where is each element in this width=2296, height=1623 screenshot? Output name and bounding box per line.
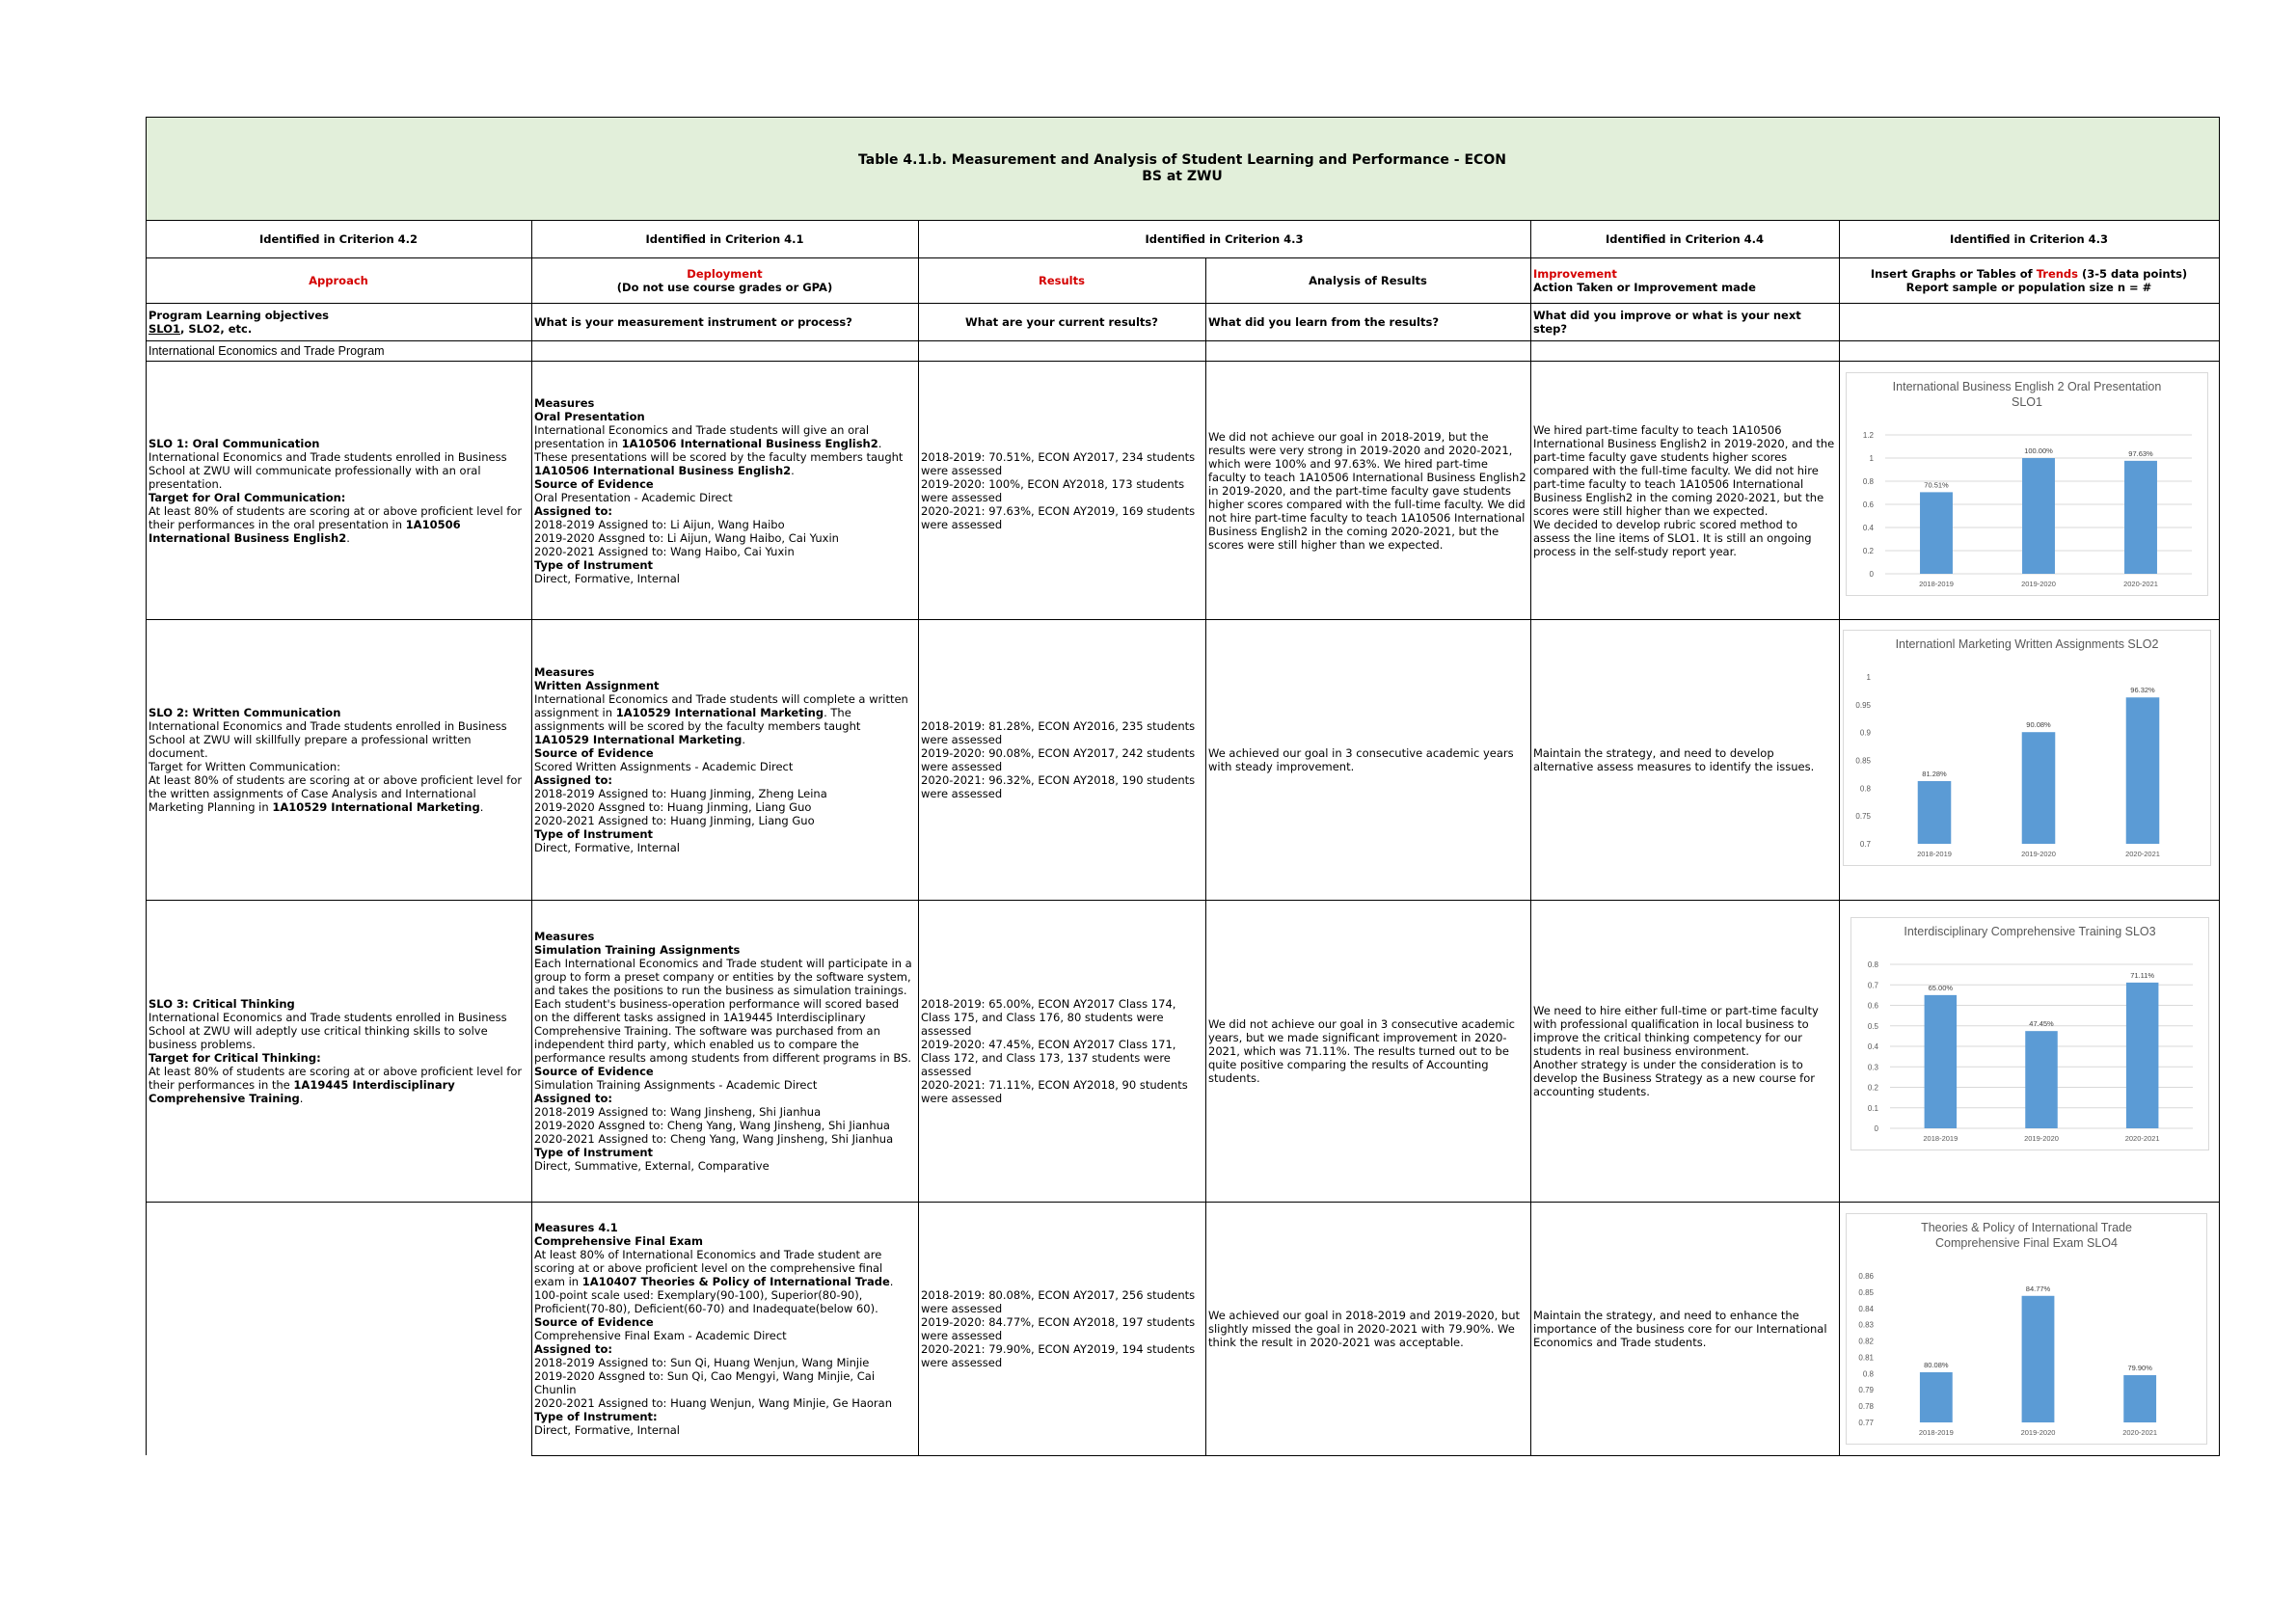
slo3-deployment [531, 901, 918, 1202]
chart-svg [1847, 373, 2207, 595]
slo1-analysis-text: We did not achieve our goal in 2018-2019, but the results were very strong in 2019-2020 and 2020-2021, which were 100% and 97.63%. We hired part-time faculty to teach 1A10506 International Business English2 in 2019-2020, and the part-time faculty gave students higher scores compared with the full-time faculty. We did not hire part-time faculty to teach 1A10506 International Business English2 in the coming 2020-2021, but the scores were still higher than we expected. [1208, 429, 1526, 552]
slo3-text: International Economics and Trade students enrolled in Business School at ZWU will adeptly use critical thinking skills to solve business problems. [149, 1011, 507, 1051]
slo4-result-2: 2019-2020: 84.77%, ECON AY2018, 197 students were assessed [921, 1315, 1196, 1342]
slo3-assigned-2: 2019-2020 Assgned to: Cheng Yang, Wang Jinsheng, Shi Jianhua [534, 1119, 890, 1132]
slo3-assigned-1: 2018-2019 Assigned to: Wang Jinsheng, Shi Jianhua [534, 1105, 822, 1119]
y-tick-label: 0.85 [1858, 1287, 1874, 1297]
slo4-chart [1846, 1213, 2207, 1445]
slo1-assigned-1: 2018-2019 Assigned to: Li Aijun, Wang Haibo [534, 517, 785, 531]
chart-title: Internationl Marketing Written Assignments SLO2 [1895, 637, 2159, 651]
y-tick-label: 0.6 [1867, 1001, 1878, 1011]
slo1-source: Oral Presentation - Academic Direct [534, 490, 733, 504]
slo4-assigned-3: 2020-2021 Assigned to: Huang Wenjun, Wang Minjie, Ge Haoran [534, 1396, 892, 1410]
slo3-improvement [1530, 901, 1839, 1202]
y-tick-label: 0.8 [1862, 1369, 1874, 1379]
q-current: What are your current results? [965, 315, 1158, 329]
slo2-results [918, 620, 1205, 900]
slo1-results [918, 362, 1205, 619]
col-graphs-note: Report sample or population size n = # [1905, 281, 2152, 294]
chart-bar [1920, 492, 1953, 574]
y-tick-label: 0.7 [1867, 981, 1878, 990]
chart-title: Theories & Policy of International Trade [1921, 1221, 2132, 1234]
slo1-improvement-1: We hired part-time faculty to teach 1A10506 International Business English2 in 2019-2020, and the part-time faculty gave students higher scores compared with the full-time faculty. We did not hire part-time faculty to teach 1A10506 International Business English2 in the coming 2020-2021, but the scores were still higher than we expected. [1533, 422, 1835, 518]
slo3-assigned-3: 2020-2021 Assigned to: Cheng Yang, Wang Jinsheng, Shi Jianhua [534, 1132, 894, 1146]
slo1-analysis [1205, 362, 1530, 619]
slo2-target-label: Target for Written Communication: [149, 760, 341, 773]
slo3-approach [146, 901, 531, 1202]
slo2-measure-desc: International Economics and Trade students will complete a written assignment in 1A10529 International Marketing. The assignments will be scored by the faculty members taught 1A10529 International Marketing. [534, 692, 908, 746]
slo1-measure-desc: International Economics and Trade students will give an oral presentation in 1A10506 International Business English2. These presentations will be scored by the faculty members taught 1A10506 International Business English2. [534, 422, 904, 477]
y-tick-label: 0.86 [1858, 1272, 1874, 1281]
slo3-result-1: 2018-2019: 65.00%, ECON AY2017 Class 174, Class 175, and Class 176, 80 students were assessed [921, 997, 1176, 1038]
y-tick-label: 0.8 [1859, 784, 1871, 794]
y-tick-label: 1 [1866, 673, 1871, 682]
x-tick-label: 2019-2020 [2020, 1428, 2056, 1437]
data-label: 47.45% [2029, 1019, 2054, 1029]
data-label: 100.00% [2024, 446, 2053, 455]
q-measurement: What is your measurement instrument or process? [534, 315, 852, 329]
chart-svg [1847, 1214, 2206, 1444]
x-tick-label: 2018-2019 [1918, 1428, 1954, 1437]
slo1-result-1: 2018-2019: 70.51%, ECON AY2017, 234 students were assessed [921, 449, 1196, 477]
data-label: 70.51% [1924, 480, 1949, 490]
slo2-measure-name: Written Assignment [534, 679, 660, 692]
y-tick-label: 0.8 [1862, 477, 1874, 486]
slo4-measure-desc: At least 80% of International Economics and Trade student are scoring at or above proficient level on the comprehensive final exam in 1A10407 Theories & Policy of International Trade. [534, 1248, 894, 1288]
slo2-target: At least 80% of students are scoring at or above proficient level for the written assignments of Case Analysis and International Marketing Planning in 1A10529 International Marketing. [149, 773, 523, 814]
slo3-measure-desc: Each International Economics and Trade student will participate in a group to form a preset company or entities by the software system, and takes the positions to run the business as simulation trainings. Each student's business-operation performance will scored based on the different tasks assigned in 1A19445 Interdisciplinary Comprehensive Training. The software was purchased from an independent third party, which enabled us to compare the performance results among students from different programs in BS. [534, 957, 912, 1065]
program-name: International Economics and Trade Program [149, 344, 385, 358]
slo1-source-label: Source of Evidence [534, 476, 654, 491]
slo1-type: Direct, Formative, Internal [534, 571, 680, 585]
x-tick-label: 2019-2020 [2021, 580, 2056, 588]
slo2-source: Scored Written Assignments - Academic Direct [534, 760, 794, 773]
slo3-target-label: Target for Critical Thinking: [149, 1051, 321, 1065]
col-deployment-label: Deployment [687, 267, 763, 281]
data-label: 71.11% [2130, 970, 2155, 980]
slo1-type-label: Type of Instrument [534, 557, 654, 572]
q-objectives [146, 304, 531, 340]
slo1-text: International Economics and Trade students enrolled in Business School at ZWU will communicate professionally with an oral presentation. [149, 449, 507, 491]
slo1-target-label: Target for Oral Communication: [149, 490, 346, 504]
slo2-assigned-1: 2018-2019 Assigned to: Huang Jinming, Zheng Leina [534, 787, 827, 800]
x-tick-label: 2018-2019 [1923, 1134, 1958, 1143]
slo1-result-2: 2019-2020: 100%, ECON AY2018, 173 students were assessed [921, 476, 1185, 504]
table-title-line2: BS at ZWU [1142, 168, 1223, 184]
criterion-4-1: Identified in Criterion 4.1 [645, 232, 804, 246]
slo1-title: SLO 1: Oral Communication [149, 436, 320, 450]
slo3-measures: Measures [534, 930, 595, 943]
col-improvement-note: Action Taken or Improvement made [1533, 281, 1756, 294]
chart-bar [2025, 1031, 2057, 1128]
criterion-4-3-graphs: Identified in Criterion 4.3 [1949, 232, 2109, 246]
slo3-measure-name: Simulation Training Assignments [534, 943, 741, 957]
y-tick-label: 1 [1869, 454, 1874, 463]
y-tick-label: 0.75 [1855, 812, 1871, 822]
col-graphs-label: Insert Graphs or Tables of Trends (3-5 data points) [1870, 267, 2188, 281]
slo1-result-3: 2020-2021: 97.63%, ECON AY2019, 169 students were assessed [921, 503, 1196, 531]
slo2-deployment [531, 620, 918, 900]
slo2-analysis-text: We achieved our goal in 3 consecutive academic years with steady improvement. [1208, 746, 1514, 773]
slo2-assigned-2: 2019-2020 Assgned to: Huang Jinming, Liang Guo [534, 800, 812, 814]
slo3-analysis [1205, 901, 1530, 1202]
x-tick-label: 2020-2021 [2125, 850, 2160, 858]
q-improve: What did you improve or what is your next step? [1533, 309, 1801, 336]
y-tick-label: 0.85 [1855, 756, 1871, 766]
data-label: 80.08% [1924, 1360, 1949, 1369]
y-tick-label: 0.79 [1858, 1386, 1874, 1395]
criterion-4-4: Identified in Criterion 4.4 [1605, 232, 1765, 246]
q-learn: What did you learn from the results? [1208, 315, 1440, 329]
x-tick-label: 2019-2020 [2021, 850, 2056, 858]
y-tick-label: 0.2 [1867, 1083, 1878, 1093]
slo3-result-2: 2019-2020: 47.45%, ECON AY2017 Class 171, Class 172, and Class 173, 137 students were assessed [921, 1038, 1176, 1078]
slo4-source: Comprehensive Final Exam - Academic Direct [534, 1329, 787, 1342]
slo1-target: At least 80% of students are scoring at or above proficient level for their performances in the oral presentation in 1A10506 International Business English2. [149, 503, 523, 545]
criterion-4-2: Identified in Criterion 4.2 [258, 232, 419, 246]
y-tick-label: 0.2 [1862, 547, 1874, 555]
slo2-measures: Measures [534, 665, 595, 679]
slo2-assigned-3: 2020-2021 Assigned to: Huang Jinming, Liang Guo [534, 814, 815, 827]
slo1-deployment [531, 362, 918, 619]
col-deployment-note: (Do not use course grades or GPA) [616, 281, 833, 294]
slo1-measure-name: Oral Presentation [534, 409, 645, 423]
chart-bar [2124, 461, 2157, 574]
y-tick-label: 0 [1869, 570, 1874, 579]
slo1-chart [1846, 372, 2208, 596]
chart-title: SLO1 [2012, 395, 2042, 409]
data-label: 97.63% [2128, 448, 2153, 458]
chart-title: Interdisciplinary Comprehensive Training SLO3 [1904, 925, 2156, 938]
slo2-type-label: Type of Instrument [534, 827, 654, 841]
data-label: 84.77% [2025, 1284, 2051, 1293]
slo2-improvement [1530, 620, 1839, 900]
y-tick-label: 0.81 [1858, 1353, 1874, 1363]
slo1-improvement-2: We decided to develop rubric scored method to assess the line items of SLO1. It is still an ongoing process in the self-study report year. [1533, 517, 1812, 558]
slo4-assigned-label: Assigned to: [534, 1342, 612, 1356]
chart-bar [1925, 995, 1957, 1128]
chart-svg [1851, 918, 2208, 1150]
y-tick-label: 0.83 [1858, 1320, 1874, 1330]
slo4-measures: Measures 4.1 [534, 1221, 618, 1234]
slo4-measure-name: Comprehensive Final Exam [534, 1234, 703, 1248]
chart-title: International Business English 2 Oral Presentation [1892, 380, 2162, 393]
slo4-improvement-1: Maintain the strategy, and need to enhance the importance of the business core for our International Economics and Trade students. [1533, 1309, 1827, 1349]
col-graphs [1839, 258, 2219, 303]
slo4-type: Direct, Formative, Internal [534, 1423, 680, 1437]
y-tick-label: 0.8 [1867, 960, 1878, 969]
data-label: 65.00% [1928, 983, 1954, 992]
slo4-analysis [1205, 1203, 1530, 1455]
slo1-approach [146, 362, 531, 619]
x-tick-label: 2020-2021 [2124, 1134, 2160, 1143]
slo3-target: At least 80% of students are scoring at or above proficient level for their performances in the 1A19445 Interdisciplinary Comprehensive Training. [149, 1065, 523, 1105]
y-tick-label: 0 [1874, 1124, 1878, 1133]
slo2-chart [1843, 630, 2211, 866]
slo4-assigned-2: 2019-2020 Assgned to: Sun Qi, Cao Mengyi, Wang Minjie, Cai Chunlin [534, 1369, 876, 1396]
slo3-improvement-2: Another strategy is under the consideration is to develop the Business Strategy as a new course for accounting students. [1533, 1058, 1815, 1098]
slo2-title: SLO 2: Written Communication [149, 706, 341, 719]
slo4-assigned-1: 2018-2019 Assigned to: Sun Qi, Huang Wenjun, Wang Minjie [534, 1356, 870, 1369]
slo2-result-2: 2019-2020: 90.08%, ECON AY2017, 242 students were assessed [921, 746, 1196, 773]
y-tick-label: 0.4 [1862, 524, 1874, 532]
slo4-source-label: Source of Evidence [534, 1315, 654, 1329]
y-tick-label: 0.5 [1867, 1021, 1878, 1031]
y-tick-label: 0.82 [1858, 1337, 1874, 1346]
x-tick-label: 2019-2020 [2024, 1134, 2059, 1143]
slo3-results [918, 901, 1205, 1202]
chart-title: Comprehensive Final Exam SLO4 [1935, 1236, 2118, 1250]
x-tick-label: 2018-2019 [1917, 850, 1952, 858]
chart-bar [2123, 1375, 2156, 1422]
slo2-analysis [1205, 620, 1530, 900]
slo4-type-label: Type of Instrument: [534, 1410, 658, 1423]
y-tick-label: 0.6 [1862, 500, 1874, 509]
col-improvement [1530, 258, 1839, 303]
slo4-analysis-text: We achieved our goal in 2018-2019 and 2019-2020, but slightly missed the goal in 2020-2021 with 79.90%. We think the result in 2020-2021 was acceptable. [1208, 1309, 1520, 1349]
col-results: Results [1039, 274, 1085, 287]
data-label: 81.28% [1922, 769, 1947, 778]
slo3-result-3: 2020-2021: 71.11%, ECON AY2018, 90 students were assessed [921, 1078, 1188, 1105]
q-objectives-line2: SLO1, SLO2, etc. [149, 322, 253, 336]
x-tick-label: 2020-2021 [2123, 580, 2158, 588]
col-improvement-label: Improvement [1533, 267, 1617, 281]
col-deployment [531, 258, 918, 303]
slo1-improvement [1530, 362, 1839, 619]
y-tick-label: 0.77 [1858, 1419, 1874, 1427]
slo3-chart [1850, 917, 2209, 1150]
slo2-result-1: 2018-2019: 81.28%, ECON AY2016, 235 students were assessed [921, 719, 1196, 746]
data-label: 96.32% [2130, 686, 2155, 695]
table-title [146, 117, 2219, 220]
slo4-deployment [531, 1203, 918, 1455]
data-label: 79.90% [2127, 1364, 2152, 1373]
slo2-assigned-label: Assigned to: [534, 773, 612, 787]
y-tick-label: 0.9 [1859, 728, 1871, 738]
y-tick-label: 0.4 [1867, 1042, 1878, 1051]
slo1-assigned-2: 2019-2020 Assgned to: Li Aijun, Wang Haibo, Cai Yuxin [534, 530, 839, 545]
slo4-results [918, 1203, 1205, 1455]
slo4-result-3: 2020-2021: 79.90%, ECON AY2019, 194 students were assessed [921, 1342, 1196, 1369]
slo2-text: International Economics and Trade students enrolled in Business School at ZWU will skillfully prepare a professional written document. [149, 719, 507, 760]
table-title-line1: Table 4.1.b. Measurement and Analysis of Student Learning and Performance - ECON [858, 151, 1506, 168]
slo3-type-label: Type of Instrument [534, 1146, 654, 1159]
y-tick-label: 0.3 [1867, 1063, 1878, 1072]
slo3-analysis-text: We did not achieve our goal in 3 consecutive academic years, but we made significant improvement in 2020-2021, which was 71.11%. The results turned out to be quite positive comparing the results of Accounting students. [1208, 1017, 1515, 1085]
criterion-4-3: Identified in Criterion 4.3 [1145, 232, 1304, 246]
chart-bar [1918, 781, 1952, 844]
y-tick-label: 0.95 [1855, 700, 1871, 710]
q-objectives-line1: Program Learning objectives [149, 309, 330, 322]
slo3-improvement-1: We need to hire either full-time or part-time faculty with professional qualification in local business to improve the critical thinking competency for our students in real business environment. [1533, 1004, 1819, 1058]
y-tick-label: 0.84 [1858, 1304, 1874, 1313]
slo2-improvement-1: Maintain the strategy, and need to develop alternative assess measures to identify the issues. [1533, 746, 1815, 773]
slo4-scale: 100-point scale used: Exemplary(90-100), Superior(80-90), Proficient(70-80), Deficient(60-70) and Inadequate(below 60). [534, 1288, 878, 1315]
chart-bar [2126, 983, 2158, 1128]
col-approach: Approach [309, 274, 368, 287]
chart-bar [2022, 732, 2056, 844]
slo3-title: SLO 3: Critical Thinking [149, 997, 295, 1011]
chart-bar [2022, 458, 2055, 574]
slo3-assigned-label: Assigned to: [534, 1092, 612, 1105]
slo1-measures: Measures [534, 395, 595, 410]
y-tick-label: 0.78 [1858, 1402, 1874, 1412]
slo1-assigned-3: 2020-2021 Assigned to: Wang Haibo, Cai Yuxin [534, 544, 795, 558]
slo3-source: Simulation Training Assignments - Academic Direct [534, 1078, 818, 1092]
chart-bar [2022, 1296, 2055, 1422]
slo2-source-label: Source of Evidence [534, 746, 654, 760]
col-analysis: Analysis of Results [1309, 274, 1427, 287]
slo2-result-3: 2020-2021: 96.32%, ECON AY2018, 190 students were assessed [921, 773, 1196, 800]
slo3-source-label: Source of Evidence [534, 1065, 654, 1078]
slo2-type: Direct, Formative, Internal [534, 841, 680, 854]
y-tick-label: 0.7 [1859, 840, 1871, 849]
slo4-result-1: 2018-2019: 80.08%, ECON AY2017, 256 students were assessed [921, 1288, 1196, 1315]
y-tick-label: 1.2 [1862, 431, 1874, 440]
slo2-approach [146, 620, 531, 900]
slo4-improvement [1530, 1203, 1839, 1455]
x-tick-label: 2020-2021 [2122, 1428, 2158, 1437]
data-label: 90.08% [2026, 720, 2051, 730]
y-tick-label: 0.1 [1867, 1103, 1878, 1113]
chart-bar [2126, 697, 2160, 844]
x-tick-label: 2018-2019 [1919, 580, 1954, 588]
slo1-assigned-label: Assigned to: [534, 503, 612, 518]
chart-bar [1920, 1372, 1953, 1422]
slo3-type: Direct, Summative, External, Comparative [534, 1159, 770, 1173]
chart-svg [1844, 631, 2210, 865]
